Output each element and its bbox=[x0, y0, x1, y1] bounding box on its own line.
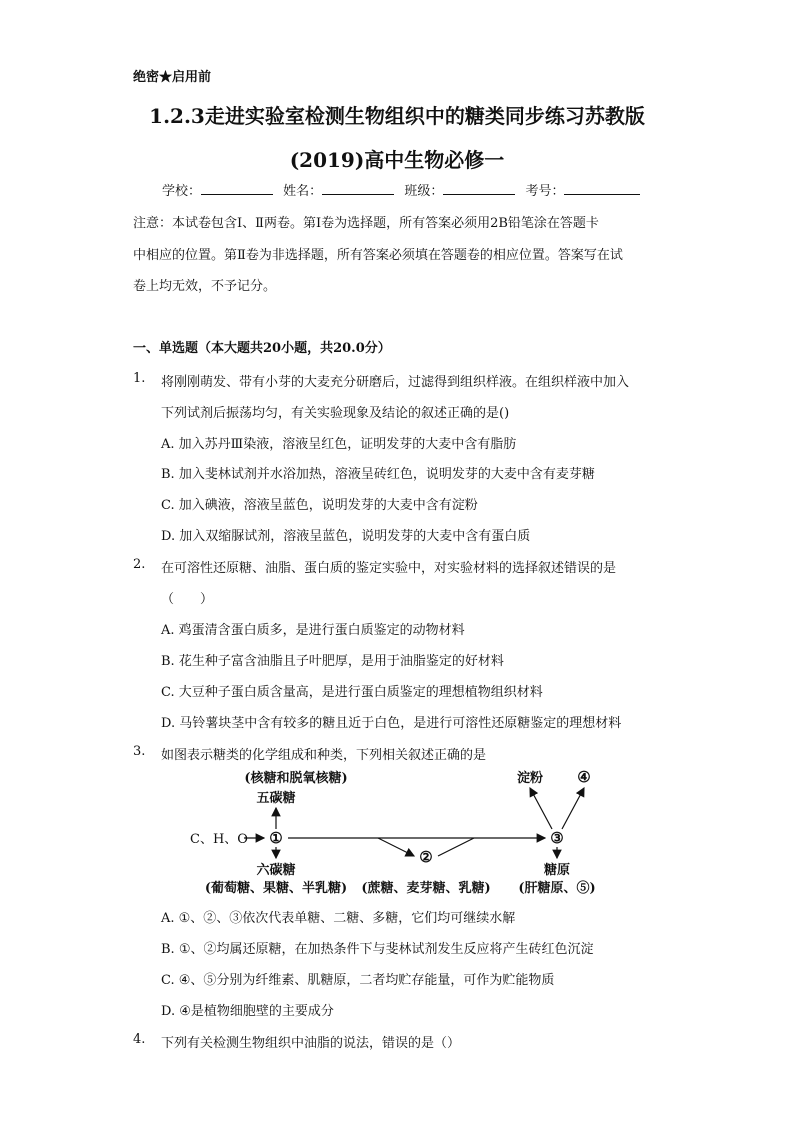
hexose-label: 六碳糖 bbox=[256, 863, 296, 878]
school-label: 学校： bbox=[162, 184, 202, 199]
option-a: A. 鸡蛋清含蛋白质多，是进行蛋白质鉴定的动物材料 bbox=[161, 623, 465, 638]
pentose-label: 五碳糖 bbox=[256, 791, 296, 806]
option-d: D. 加入双缩脲试剂，溶液呈蓝色，说明发芽的大麦中含有蛋白质 bbox=[161, 529, 531, 544]
question-text: 下列试剂后振荡均匀，有关实验现象及结论的叙述正确的是() bbox=[161, 406, 510, 421]
question-text: 下列有关检测生物组织中油脂的说法，错误的是（） bbox=[161, 1036, 461, 1051]
notice-line: 中相应的位置。第Ⅱ卷为非选择题，所有答案必须填在答题卷的相应位置。答案写在试 bbox=[133, 248, 623, 263]
question-text: 在可溶性还原糖、油脂、蛋白质的鉴定实验中，对实验材料的选择叙述错误的是 bbox=[161, 561, 617, 576]
question-number: 1. bbox=[133, 371, 146, 386]
elements-label: C、H、O bbox=[190, 832, 248, 847]
notice-line: 注意：本试卷包含Ⅰ、Ⅱ两卷。第Ⅰ卷为选择题，所有答案必须用2B铅笔涂在答题卡 bbox=[133, 216, 599, 231]
glycogen-examples-label: (肝糖原、⑤) bbox=[518, 881, 596, 896]
question-text: （ ） bbox=[161, 592, 214, 607]
question-number: 3. bbox=[133, 744, 146, 759]
page-title-line2: (2019)高中生物必修一 bbox=[289, 148, 505, 172]
exam-number-label: 考号： bbox=[525, 184, 565, 199]
class-label: 班级： bbox=[404, 184, 444, 199]
node-3-label: ③ bbox=[550, 829, 564, 847]
option-c: C. ④、⑤分别为纤维素、肌糖原，二者均贮存能量，可作为贮能物质 bbox=[161, 973, 555, 988]
question-number: 2. bbox=[133, 557, 146, 572]
option-a: A. 加入苏丹Ⅲ染液，溶液呈红色，证明发芽的大麦中含有脂肪 bbox=[161, 437, 517, 452]
starch-label: 淀粉 bbox=[516, 771, 544, 786]
disaccharide-examples-label: (蔗糖、麦芽糖、乳糖) bbox=[361, 881, 491, 896]
option-c: C. 大豆种子蛋白质含量高，是进行蛋白质鉴定的理想植物组织材料 bbox=[161, 685, 543, 700]
option-b: B. ①、②均属还原糖，在加热条件下与斐林试剂发生反应将产生砖红色沉淀 bbox=[161, 942, 594, 957]
option-a: A. ①、②、③依次代表单糖、二糖、多糖，它们均可继续水解 bbox=[161, 911, 516, 926]
question-text: 如图表示糖类的化学组成和种类，下列相关叙述正确的是 bbox=[161, 748, 487, 763]
arrow-3-to-starch bbox=[530, 788, 552, 829]
node-1-label: ① bbox=[269, 829, 283, 847]
glycogen-label: 糖原 bbox=[543, 863, 571, 878]
option-b: B. 花生种子富含油脂且子叶肥厚，是用于油脂鉴定的好材料 bbox=[161, 654, 504, 669]
hexose-examples-label: (葡萄糖、果糖、半乳糖) bbox=[204, 881, 348, 896]
name-label: 姓名： bbox=[283, 184, 323, 199]
option-b: B. 加入斐林试剂并水浴加热，溶液呈砖红色，说明发芽的大麦中含有麦芽糖 bbox=[161, 467, 595, 482]
confidential-mark: 绝密★启用前 bbox=[133, 70, 212, 85]
option-d: D. ④是植物细胞壁的主要成分 bbox=[161, 1004, 334, 1019]
question-text: 将刚刚萌发、带有小芽的大麦充分研磨后，过滤得到组织样液。在组织样液中加入 bbox=[161, 375, 630, 390]
option-d: D. 马铃薯块茎中含有较多的糖且近于白色，是进行可溶性还原糖鉴定的理想材料 bbox=[161, 716, 622, 731]
pentose-examples-label: (核糖和脱氧核糖) bbox=[244, 771, 348, 786]
page-title-line1: 1.2.3走进实验室检测生物组织中的糖类同步练习苏教版 bbox=[149, 104, 645, 128]
line-2-back bbox=[438, 838, 474, 856]
option-c: C. 加入碘液，溶液呈蓝色，说明发芽的大麦中含有淀粉 bbox=[161, 498, 478, 513]
notice-line: 卷上均无效，不予记分。 bbox=[133, 279, 277, 294]
section-heading: 一、单选题（本大题共20小题，共20.0分） bbox=[133, 341, 391, 356]
node-4-label: ④ bbox=[577, 768, 591, 786]
question-number: 4. bbox=[133, 1032, 146, 1047]
arrow-to-2 bbox=[378, 838, 414, 856]
arrow-3-to-4 bbox=[562, 788, 584, 829]
node-2-label: ② bbox=[419, 848, 433, 866]
